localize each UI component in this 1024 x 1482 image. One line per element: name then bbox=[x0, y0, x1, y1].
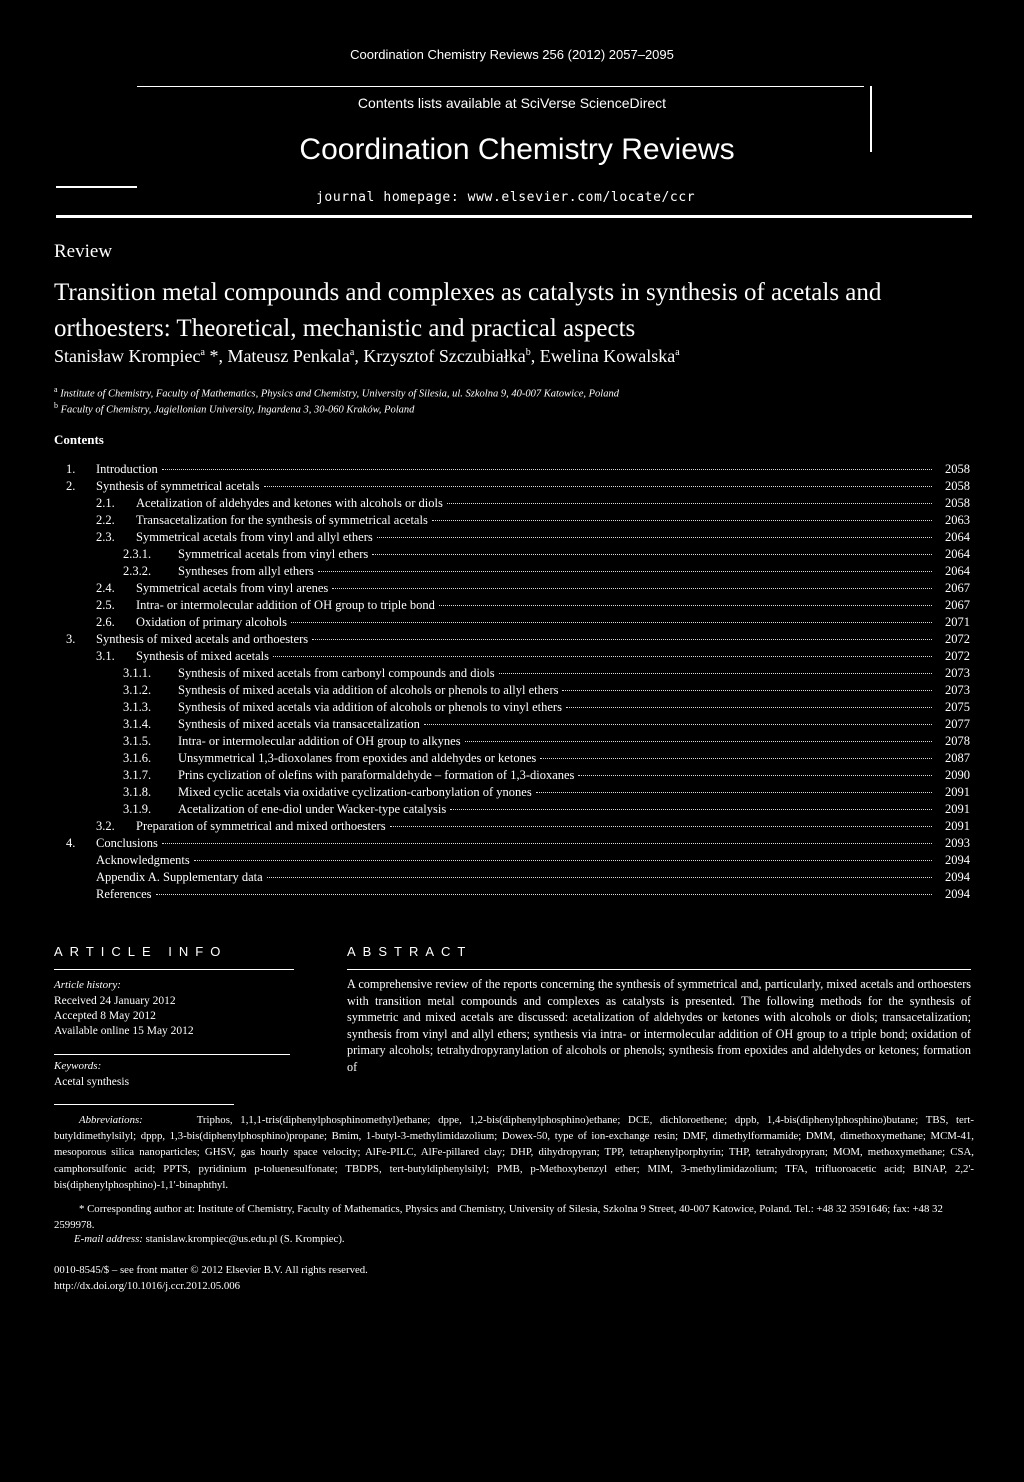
toc-number: 3.1.9. bbox=[123, 802, 152, 816]
toc-page-number: 2072 bbox=[945, 649, 970, 663]
toc-number: 2.1. bbox=[96, 496, 115, 510]
author-affiliation-mark: a bbox=[675, 347, 680, 358]
toc-title: Intra- or intermolecular addition of OH group to triple bond bbox=[136, 598, 435, 612]
toc-leader-dots bbox=[450, 809, 932, 810]
toc-leader-dots bbox=[439, 605, 932, 606]
contents-title: Contents bbox=[54, 432, 104, 447]
toc-entry[interactable] bbox=[66, 717, 970, 734]
toc-number: 2.5. bbox=[96, 598, 115, 612]
article-info-heading: ARTICLE INFO bbox=[54, 944, 228, 959]
toc-title: Acetalization of aldehydes and ketones with alcohols or diols bbox=[136, 496, 443, 510]
keyword: Acetal synthesis bbox=[54, 1076, 130, 1088]
toc-title: Acetalization of ene-diol under Wacker-type catalysis bbox=[178, 802, 447, 816]
toc-leader-dots bbox=[562, 690, 932, 691]
toc-entry[interactable] bbox=[66, 496, 970, 513]
toc-entry[interactable] bbox=[66, 734, 970, 751]
toc-number: 3.2. bbox=[96, 819, 115, 833]
issn-line: 0010-8545/$ – see front matter © 2012 Elsevier B.V. All rights reserved. bbox=[54, 1264, 368, 1276]
toc-leader-dots bbox=[162, 469, 932, 470]
author-4[interactable] bbox=[540, 346, 680, 366]
toc-leader-dots bbox=[377, 537, 932, 538]
toc-entry[interactable] bbox=[66, 615, 970, 632]
author-2[interactable] bbox=[227, 346, 354, 366]
toc-entry[interactable] bbox=[66, 581, 970, 598]
abstract-rule bbox=[347, 969, 971, 970]
author-affiliation-mark: a bbox=[200, 347, 205, 358]
toc-page-number: 2058 bbox=[945, 479, 970, 493]
toc-entry[interactable] bbox=[66, 700, 970, 717]
toc-entry[interactable] bbox=[66, 598, 970, 615]
toc-page-number: 2078 bbox=[945, 734, 970, 748]
toc-entry[interactable] bbox=[66, 785, 970, 802]
toc-page-number: 2064 bbox=[945, 547, 970, 561]
toc-number: 4. bbox=[66, 836, 76, 850]
toc-entry[interactable] bbox=[66, 751, 970, 768]
toc-number: 2. bbox=[66, 479, 76, 493]
author-affiliation-mark: a bbox=[349, 347, 355, 358]
toc-entry[interactable] bbox=[66, 513, 970, 530]
toc-title: Introduction bbox=[96, 462, 158, 476]
header-short-rule bbox=[56, 186, 137, 188]
toc-page-number: 2090 bbox=[945, 768, 970, 782]
toc-leader-dots bbox=[273, 656, 932, 657]
toc-entry[interactable] bbox=[66, 564, 970, 581]
corresponding-author: * Corresponding author at: Institute of Chemistry, Faculty of Mathematics, Physics and Chemistry, University of Silesia, Szkolna 9 Street, 40-007 Katowice, Poland. Tel.: +48 32 3591646; fax: +48 32 2599978. bbox=[54, 1203, 943, 1231]
toc-title: Synthesis of mixed acetals via addition of alcohols or phenols to allyl ethers bbox=[178, 683, 559, 697]
received-date: Received 24 January 2012 bbox=[54, 995, 176, 1007]
toc-leader-dots bbox=[194, 860, 932, 861]
toc-leader-dots bbox=[156, 894, 932, 895]
toc-leader-dots bbox=[424, 724, 932, 725]
toc-page-number: 2093 bbox=[945, 836, 970, 850]
author-name: Stanisław Krompiec bbox=[54, 346, 201, 366]
toc-page-number: 2075 bbox=[945, 700, 970, 714]
keywords-label: Keywords: bbox=[54, 1060, 102, 1072]
toc-page-number: 2058 bbox=[945, 462, 970, 476]
keywords-rule bbox=[54, 1054, 290, 1055]
toc-number: 1. bbox=[66, 462, 76, 476]
toc-entry[interactable] bbox=[66, 462, 970, 479]
accepted-date: Accepted 8 May 2012 bbox=[54, 1010, 156, 1022]
abbreviations-footnote bbox=[54, 1112, 974, 1193]
toc-number: 2.2. bbox=[96, 513, 115, 527]
toc-entry[interactable] bbox=[66, 683, 970, 700]
toc-number: 3.1. bbox=[96, 649, 115, 663]
author-name: Krzysztof Szczubiałka bbox=[363, 346, 526, 366]
email-line bbox=[74, 1233, 345, 1245]
toc-entry[interactable] bbox=[66, 887, 970, 904]
abstract-heading: ABSTRACT bbox=[347, 944, 473, 959]
article-type: Review bbox=[54, 241, 113, 262]
toc-page-number: 2087 bbox=[945, 751, 970, 765]
author-3[interactable] bbox=[363, 346, 530, 366]
toc-title: Conclusions bbox=[96, 836, 158, 850]
author-name: Ewelina Kowalska bbox=[539, 346, 676, 366]
toc-number: 3.1.5. bbox=[123, 734, 152, 748]
toc-page-number: 2063 bbox=[945, 513, 970, 527]
doi-link[interactable]: http://dx.doi.org/10.1016/j.ccr.2012.05.006 bbox=[54, 1280, 241, 1292]
toc-leader-dots bbox=[540, 758, 932, 759]
toc-leader-dots bbox=[264, 486, 932, 487]
toc-title: References bbox=[96, 887, 152, 901]
toc-page-number: 2073 bbox=[945, 666, 970, 680]
author-name: Mateusz Penkala bbox=[227, 346, 350, 366]
toc-title: Synthesis of mixed acetals via transacetalization bbox=[178, 717, 420, 731]
toc-number: 2.4. bbox=[96, 581, 115, 595]
toc-number: 2.3.1. bbox=[123, 547, 152, 561]
toc-page-number: 2067 bbox=[945, 581, 970, 595]
toc-title: Appendix A. Supplementary data bbox=[96, 870, 263, 884]
toc-entry[interactable] bbox=[66, 649, 970, 666]
toc-leader-dots bbox=[390, 826, 932, 827]
toc-leader-dots bbox=[447, 503, 932, 504]
toc-entry[interactable] bbox=[66, 853, 970, 870]
toc-page-number: 2094 bbox=[945, 853, 970, 867]
toc-page-number: 2064 bbox=[945, 530, 970, 544]
toc-leader-dots bbox=[267, 877, 932, 878]
toc-leader-dots bbox=[465, 741, 932, 742]
toc-leader-dots bbox=[312, 639, 932, 640]
header-rule-bottom bbox=[56, 215, 972, 218]
toc-entry[interactable] bbox=[66, 802, 970, 819]
toc-title: Symmetrical acetals from vinyl ethers bbox=[178, 547, 369, 561]
toc-title: Acknowledgments bbox=[96, 853, 190, 867]
article-title: Transition metal compounds and complexes as catalysts in synthesis of acetals and orthoesters: Theoretical, mechanistic and practical aspects bbox=[54, 279, 882, 342]
toc-number: 3.1.4. bbox=[123, 717, 152, 731]
toc-page-number: 2091 bbox=[945, 819, 970, 833]
toc-leader-dots bbox=[432, 520, 932, 521]
abbreviations-label: Abbreviations: bbox=[79, 1114, 143, 1126]
author-affiliation-mark: b bbox=[525, 347, 531, 358]
toc-page-number: 2091 bbox=[945, 802, 970, 816]
toc-number: 2.3.2. bbox=[123, 564, 152, 578]
affiliation-text: Institute of Chemistry, Faculty of Mathematics, Physics and Chemistry, University of Silesia, ul. Szkolna 9, 40-007 Katowice, Poland bbox=[60, 388, 619, 400]
email-label: E-mail address: bbox=[74, 1233, 143, 1245]
toc-title: Synthesis of mixed acetals from carbonyl compounds and diols bbox=[178, 666, 495, 680]
affiliation-label: b bbox=[54, 401, 58, 410]
journal-name: Coordination Chemistry Reviews bbox=[299, 133, 735, 166]
toc-page-number: 2058 bbox=[945, 496, 970, 510]
toc-title: Synthesis of symmetrical acetals bbox=[96, 479, 260, 493]
toc-entry[interactable] bbox=[66, 836, 970, 853]
toc-page-number: 2094 bbox=[945, 870, 970, 884]
author-list: Stanisław Krompiec$^a$ *, Mateusz Penkala$^a$, Krzysztof Szczubiałka$^b$, Ewelina Kowalska$^a$ bbox=[54, 346, 680, 366]
toc-title: Symmetrical acetals from vinyl and allyl ethers bbox=[136, 530, 373, 544]
toc-number: 3. bbox=[66, 632, 76, 646]
toc-page-number: 2094 bbox=[945, 887, 970, 901]
toc-number: 3.1.3. bbox=[123, 700, 152, 714]
toc-title: Preparation of symmetrical and mixed orthoesters bbox=[136, 819, 386, 833]
abstract-text: A comprehensive review of the reports concerning the synthesis of symmetrical and, particularly, mixed acetals and orthoesters with transition metal compounds and complexes as catalysts is presented. The following methods for the synthesis of symmetric and mixed acetals are discussed: acetalization of aldehydes or ketones with alcohols or diols; transacetalization; synthesis from vinyl and allyl ethers; synthesis via intra- or intermolecular addition of OH group to a triple bond; oxidation of primary alcohols; tetrahydropyranylation of alcohols or phenols; synthesis from epoxides and aldehydes or ketones; formation of bbox=[347, 977, 971, 1074]
toc-page-number: 2073 bbox=[945, 683, 970, 697]
toc-number: 2.3. bbox=[96, 530, 115, 544]
toc-page-number: 2091 bbox=[945, 785, 970, 799]
toc-title: Prins cyclization of olefins with paraformaldehyde – formation of 1,3-dioxanes bbox=[178, 768, 575, 782]
toc-entry[interactable] bbox=[66, 768, 970, 785]
toc-title: Unsymmetrical 1,3-dioxolanes from epoxides and aldehydes or ketones bbox=[178, 751, 537, 765]
toc-leader-dots bbox=[536, 792, 932, 793]
affiliation-b bbox=[54, 401, 414, 416]
footnote-rule bbox=[54, 1104, 234, 1105]
toc-title: Oxidation of primary alcohols bbox=[136, 615, 288, 629]
toc-entry[interactable] bbox=[66, 547, 970, 564]
toc-number: 3.1.8. bbox=[123, 785, 152, 799]
toc-title: Mixed cyclic acetals via oxidative cyclization-carbonylation of ynones bbox=[178, 785, 532, 799]
history-label: Article history: bbox=[54, 979, 121, 991]
toc-page-number: 2071 bbox=[945, 615, 970, 629]
toc-number: 3.1.2. bbox=[123, 683, 152, 697]
toc-title: Syntheses from allyl ethers bbox=[178, 564, 314, 578]
toc-entry[interactable] bbox=[66, 479, 970, 496]
toc-entry[interactable] bbox=[66, 666, 970, 683]
toc-page-number: 2064 bbox=[945, 564, 970, 578]
toc-number: 2.6. bbox=[96, 615, 115, 629]
toc-leader-dots bbox=[332, 588, 932, 589]
table-of-contents bbox=[66, 462, 970, 904]
toc-leader-dots bbox=[162, 843, 932, 844]
toc-entry[interactable] bbox=[66, 870, 970, 887]
toc-leader-dots bbox=[566, 707, 932, 708]
toc-leader-dots bbox=[318, 571, 932, 572]
author-1[interactable] bbox=[54, 346, 218, 366]
toc-title: Synthesis of mixed acetals and orthoesters bbox=[96, 632, 309, 646]
toc-page-number: 2067 bbox=[945, 598, 970, 612]
affiliation-text: Faculty of Chemistry, Jagiellonian University, Ingardena 3, 30-060 Kraków, Poland bbox=[60, 404, 415, 416]
toc-entry[interactable] bbox=[66, 632, 970, 649]
abbreviations-text: Triphos, 1,1,1-tris(diphenylphosphinomethyl)ethane; dppe, 1,2-bis(diphenylphosphino)ethane; DCE, dichloroethene; dppb, 1,4-bis(diphenylphosphino)butane; TBS, tert-butyldimethylsilyl; dppp, 1,3-bis(diphenylphosphino)propane; Bmim, 1-butyl-3-methylimidazolium; Dowex-50, type of ion-exchange resin; DMF, dimethylformamide; DMM, dimethoxymethane; MCM-41, mesoporous silica nanoparticles; GHSV, gas hourly space velocity; AlFe-PILC, AlFe-pillared clay; DHP, dihydropyran; TPP, tetraphenylporphyrin; THP, tetrahydropyran; MOM, methoxymethane; CSA, camphorsulfonic acid; PPTS, pyridinium p-toluenesulfonate; TBDPS, tert-butyldiphenylsilyl; PMB, p-Methoxybenzyl ether; MIM, 3-methylimidazolium; TFA, trifluoroacetic acid; BINAP, 2,2'-bis(diphenylphosphino)-1,1'-binaphthyl. bbox=[54, 1114, 974, 1191]
journal-reference: Coordination Chemistry Reviews 256 (2012) 2057–2095 bbox=[350, 47, 674, 62]
toc-leader-dots bbox=[372, 554, 932, 555]
journal-homepage[interactable]: journal homepage: www.elsevier.com/locate/ccr bbox=[316, 190, 696, 205]
toc-number: 3.1.7. bbox=[123, 768, 152, 782]
online-date: Available online 15 May 2012 bbox=[54, 1025, 194, 1037]
article-info-rule bbox=[54, 969, 294, 970]
toc-number: 3.1.1. bbox=[123, 666, 152, 680]
toc-title: Transacetalization for the synthesis of symmetrical acetals bbox=[136, 513, 428, 527]
toc-number: 3.1.6. bbox=[123, 751, 152, 765]
toc-title: Intra- or intermolecular addition of OH group to alkynes bbox=[178, 734, 461, 748]
toc-entry[interactable] bbox=[66, 819, 970, 836]
toc-page-number: 2077 bbox=[945, 717, 970, 731]
toc-page-number: 2072 bbox=[945, 632, 970, 646]
toc-title: Synthesis of mixed acetals via addition of alcohols or phenols to vinyl ethers bbox=[178, 700, 562, 714]
toc-entry[interactable] bbox=[66, 530, 970, 547]
contents-lists-line: Contents lists available at SciVerse ScienceDirect bbox=[357, 95, 667, 111]
header-rule-top bbox=[137, 86, 864, 87]
toc-leader-dots bbox=[578, 775, 932, 776]
toc-leader-dots bbox=[499, 673, 932, 674]
affiliation-label: a bbox=[54, 385, 58, 394]
toc-title: Synthesis of mixed acetals bbox=[136, 649, 269, 663]
corresponding-author-mark: * bbox=[204, 346, 219, 366]
toc-leader-dots bbox=[291, 622, 932, 623]
email-address[interactable]: stanislaw.krompiec@us.edu.pl (S. Krompiec). bbox=[145, 1233, 345, 1245]
toc-title: Symmetrical acetals from vinyl arenes bbox=[136, 581, 329, 595]
affiliation-a bbox=[54, 385, 619, 400]
